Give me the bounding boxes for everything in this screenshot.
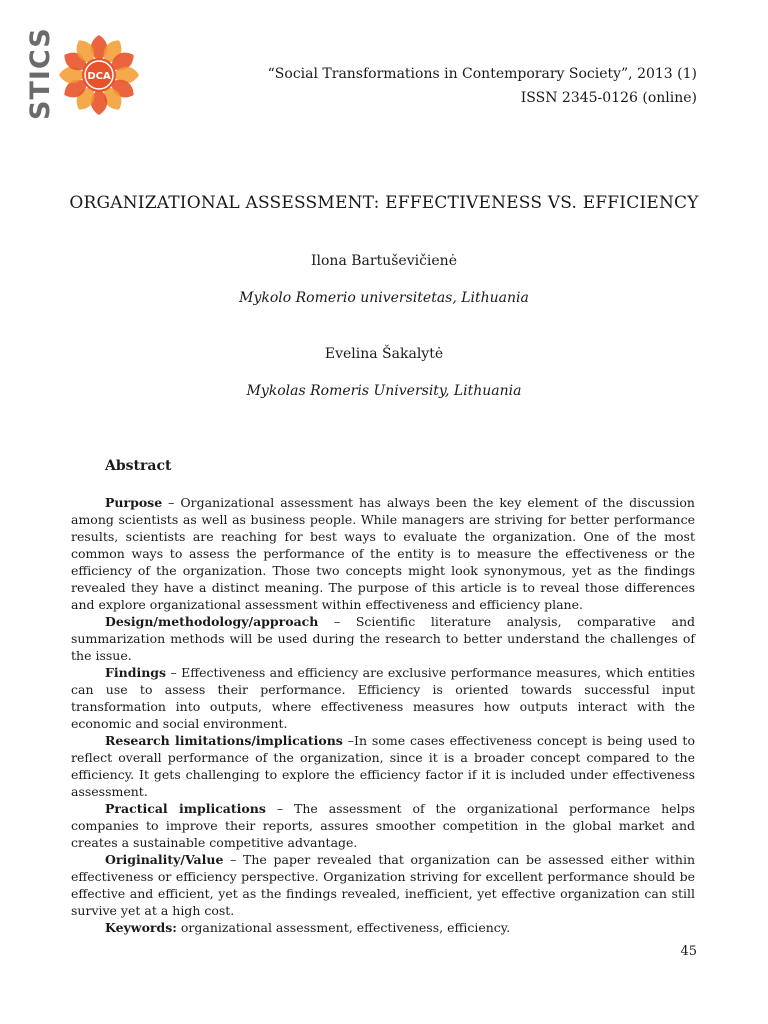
section-label: Findings <box>105 665 167 680</box>
section-label: Originality/Value <box>105 852 224 867</box>
section-text: –In some cases effectiveness concept is being used to reflect overall performance of the organization, since it is a broader concept compared to the efficiency. It gets challenging to explore the efficiency factor if it is included under effectiveness assessment. <box>71 733 695 799</box>
abstract-paragraph-originality <box>71 851 695 919</box>
logo-badge-text: DCA <box>87 71 111 82</box>
author-affiliation: Mykolo Romerio universitetas, Lithuania <box>239 290 529 306</box>
abstract-body <box>71 494 695 936</box>
abstract-paragraph-practical <box>71 800 695 851</box>
section-text: organizational assessment, effectiveness, efficiency. <box>176 920 511 935</box>
journal-title: “Social Transformations in Contemporary Society”, 2013 (1) <box>267 66 697 82</box>
section-label: Purpose <box>105 495 163 510</box>
abstract-heading: Abstract <box>105 458 172 474</box>
abstract-paragraph-design <box>71 613 695 664</box>
section-label: Keywords: <box>105 920 177 935</box>
abstract-paragraph-keywords <box>71 919 695 936</box>
page-number: 45 <box>680 944 697 959</box>
abstract-paragraph-purpose <box>71 494 695 613</box>
author-affiliation: Mykolas Romeris University, Lithuania <box>246 383 522 399</box>
section-text: – Organizational assessment has always been the key element of the discussion among scientists as well as business people. While managers are striving for better performance results, scientists are reaching for best ways to evaluate the organization. One of the most common ways to assess the performance of the entity is to measure the effectiveness or the efficiency of the organization. Those two concepts might look synonymous, yet as the findings revealed they have a distinct meaning. The purpose of this article is to reveal those differences and explore organizational assessment within effectiveness and efficiency plane. <box>71 495 695 612</box>
paper-title: ORGANIZATIONAL ASSESSMENT: EFFECTIVENESS VS. EFFICIENCY <box>69 193 699 213</box>
section-text: – Scientific literature analysis, comparative and summarization methods will be used during the research to better understand the challenges of the issue. <box>71 614 695 663</box>
issn: ISSN 2345-0126 (online) <box>520 90 697 106</box>
section-text: – The paper revealed that organization can be assessed either within effectiveness or efficiency perspective. Organization striving for excellent performance should be effective and efficient, yet as the findings revealed, inefficient, yet effective organization can still survive yet at a high cost. <box>71 852 695 918</box>
author-name: Evelina Šakalytė <box>324 346 444 362</box>
section-text: – The assessment of the organizational performance helps companies to improve their reports, assures smoother competition in the global market and creates a sustainable competitive advantage. <box>71 801 695 850</box>
logo-wordmark: STICS <box>25 27 56 120</box>
journal-header <box>237 62 697 110</box>
abstract-paragraph-limitations <box>71 732 695 800</box>
section-label: Design/methodology/approach <box>105 614 319 629</box>
section-text: – Effectiveness and efficiency are exclusive performance measures, which entities can use to assess their performance. Efficiency is oriented towards successful input transformation into outputs, where effectiveness measures how outputs interact with the economic and social environment. <box>71 665 695 731</box>
author-name: Ilona Bartuševičienė <box>311 253 457 269</box>
section-label: Research limitations/implications <box>105 733 343 748</box>
section-label: Practical implications <box>105 801 266 816</box>
abstract-paragraph-findings <box>71 664 695 732</box>
dca-logo-icon <box>56 32 142 118</box>
